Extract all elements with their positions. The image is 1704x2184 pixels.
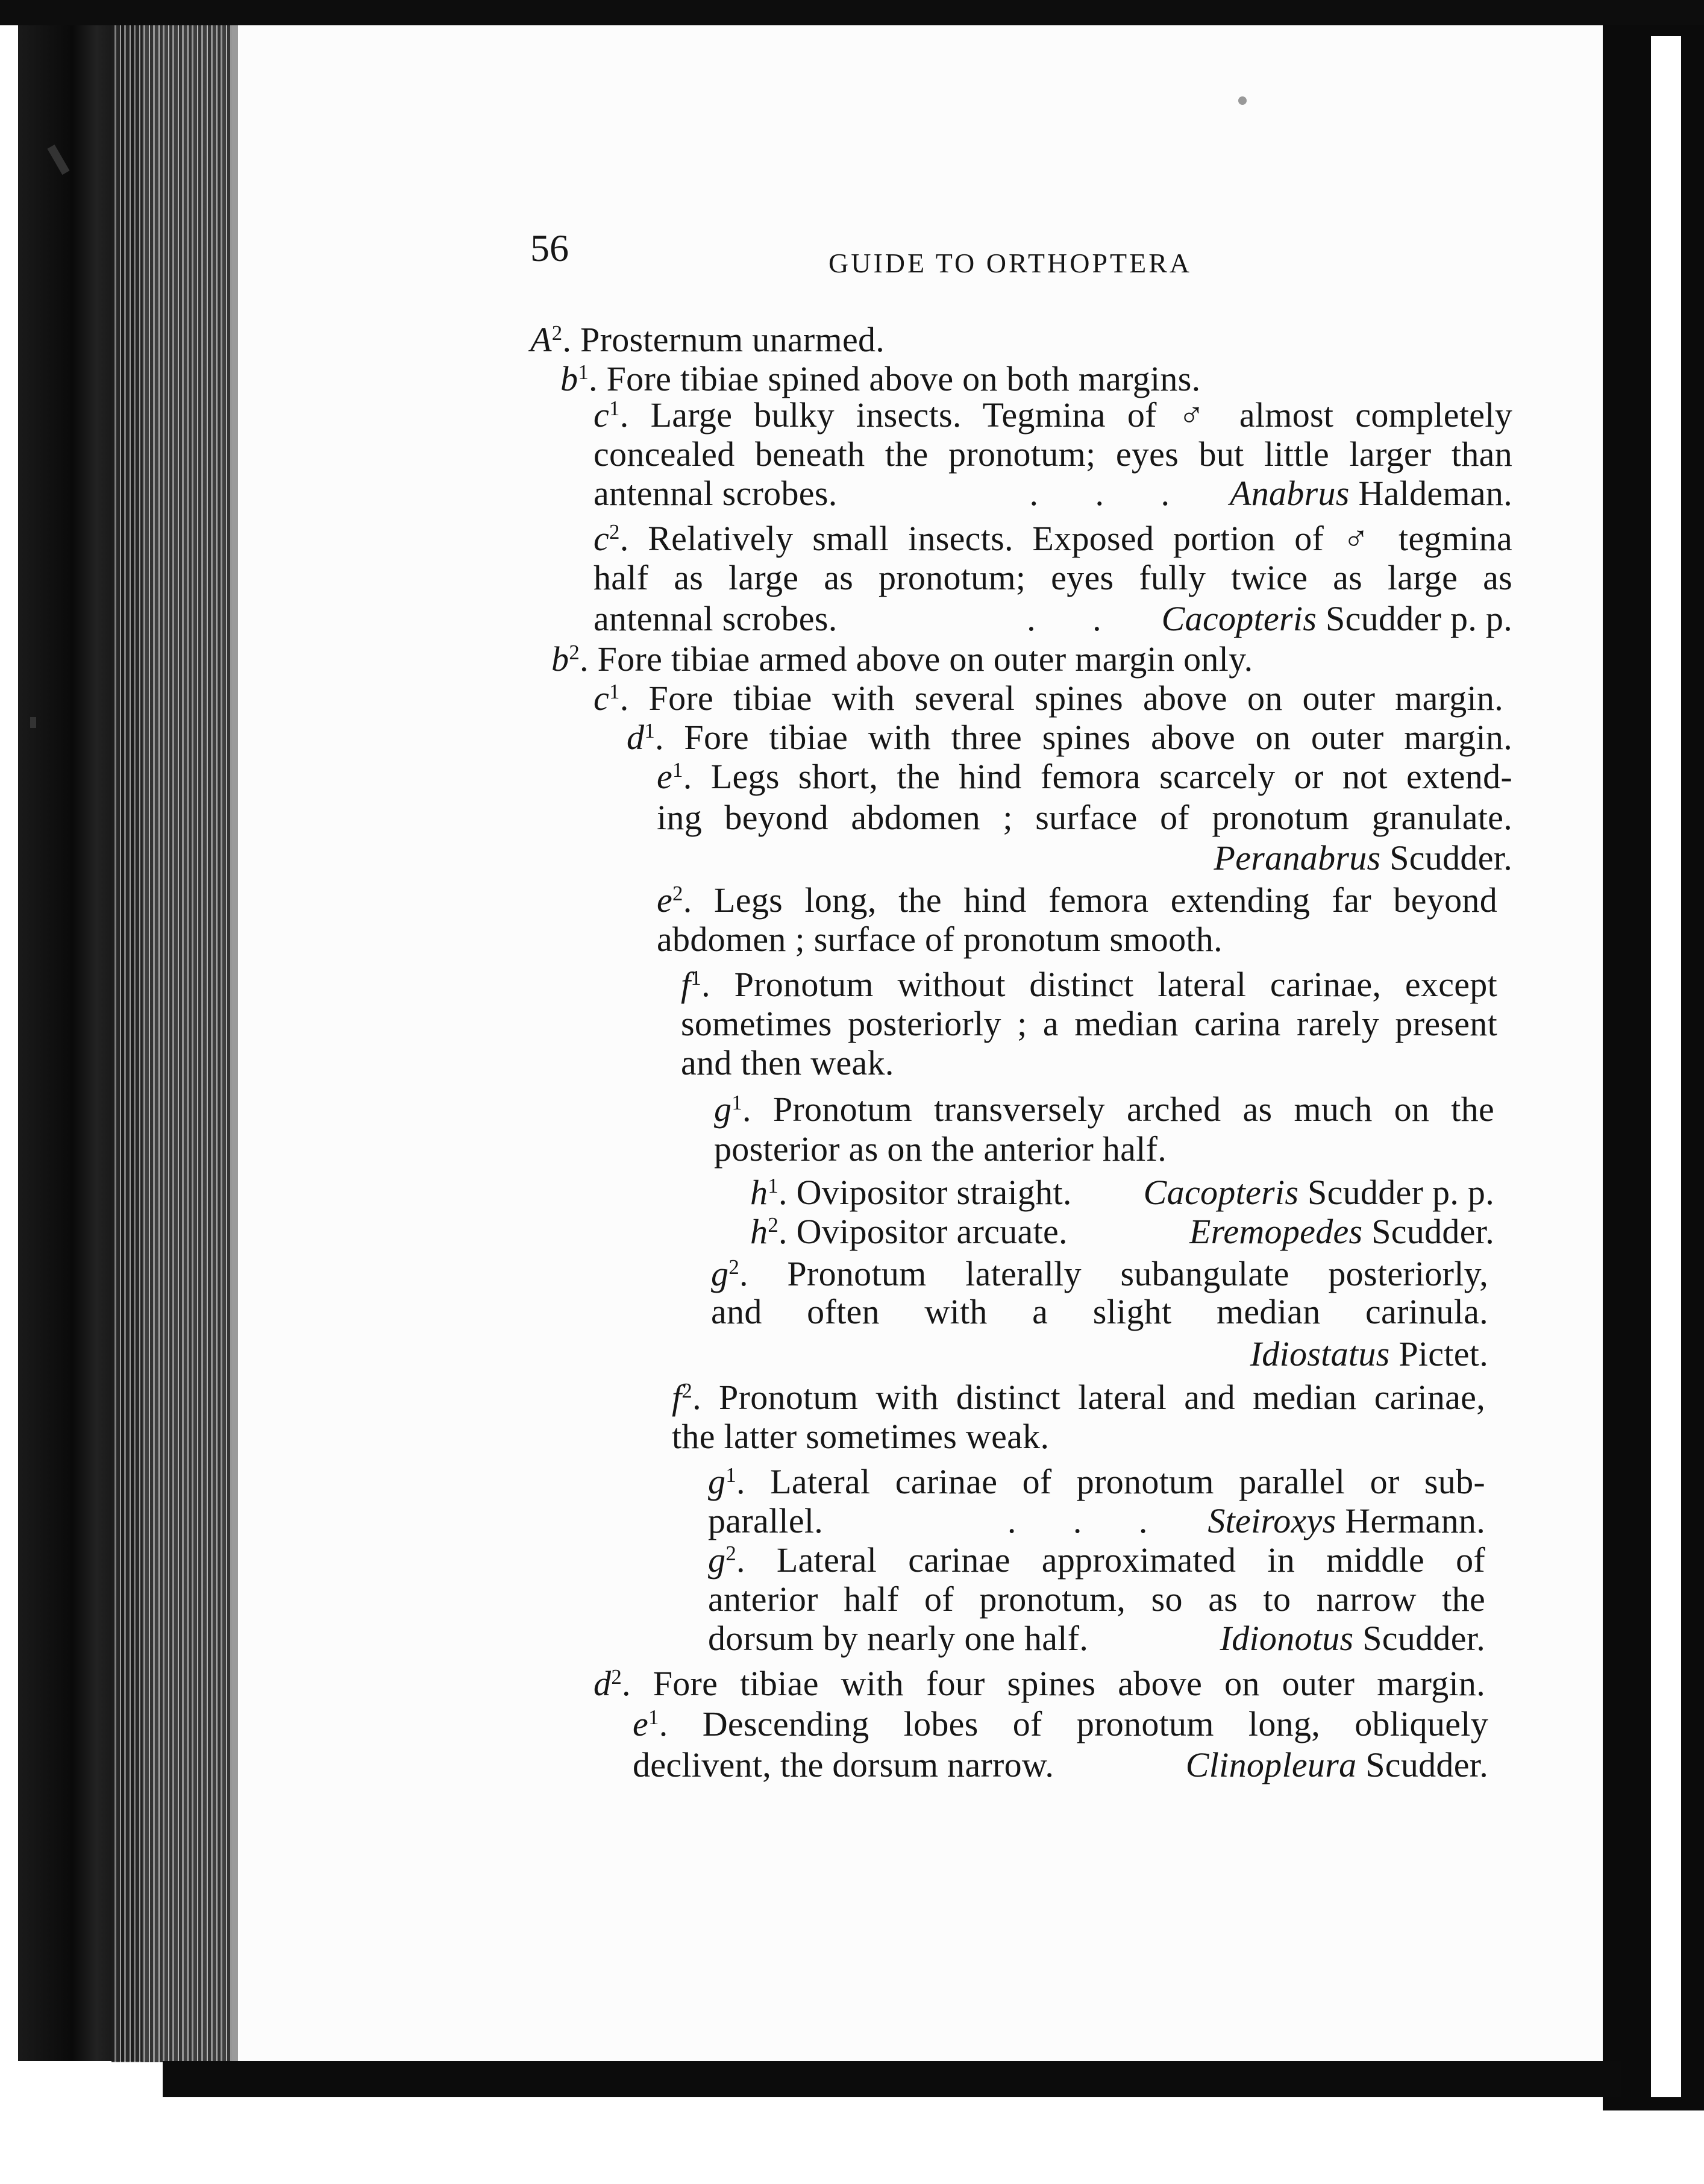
line-main	[711, 1292, 1488, 1331]
text-line	[594, 476, 1512, 511]
key-superscript: 2	[551, 321, 563, 345]
running-title: GUIDE TO ORTHOPTERA	[829, 248, 1192, 278]
line-text: ing beyond abdomen ; surface of pronotum granulate.	[657, 798, 1512, 837]
key-superscript: 1	[609, 679, 620, 703]
author-name: Scudder p. p.	[1326, 599, 1512, 638]
line-main	[708, 1580, 1485, 1619]
key-superscript: 2	[569, 640, 580, 664]
page-number: 56	[530, 227, 569, 269]
key-label: g	[708, 1462, 726, 1501]
text-line	[708, 1621, 1485, 1656]
text-line	[627, 720, 1512, 755]
text-line	[708, 1540, 1485, 1580]
line-main	[714, 1090, 1494, 1129]
key-label: c	[594, 395, 610, 435]
genus-name: Anabrus	[1229, 474, 1350, 513]
bottom-border	[163, 2061, 1621, 2097]
key-label: d	[594, 1664, 612, 1703]
text-line	[708, 1501, 1485, 1540]
line-main	[708, 1621, 1088, 1656]
key-superscript: 1	[648, 1705, 659, 1729]
key-label: e	[657, 757, 673, 796]
key-label: g	[714, 1090, 732, 1129]
text-line	[681, 1006, 1497, 1041]
key-label: e	[657, 880, 673, 920]
genus-name: Steiroxys	[1208, 1501, 1336, 1540]
line-main	[681, 1043, 894, 1082]
line-taxon	[1185, 1745, 1488, 1784]
line-text: declivent, the dorsum narrow.	[633, 1745, 1054, 1784]
line-text: half as large as pronotum; eyes fully twice as large as	[594, 558, 1512, 597]
genus-name: Cacopteris	[1161, 599, 1317, 638]
line-main	[594, 558, 1512, 597]
key-superscript: 2	[725, 1541, 737, 1565]
line-main	[594, 435, 1512, 474]
author-name: Haldeman.	[1358, 474, 1512, 513]
text-line	[681, 1043, 894, 1082]
line-text: . Ovipositor arcuate.	[778, 1212, 1068, 1251]
line-text: . Prosternum unarmed.	[562, 320, 885, 359]
line-text: and then weak.	[681, 1043, 894, 1082]
line-text: . Pronotum laterally subangulate posteriorly,	[739, 1254, 1488, 1293]
line-main	[551, 639, 1253, 679]
text-line	[633, 1704, 1488, 1743]
genus-name: Clinopleura	[1185, 1745, 1357, 1784]
author-name: Scudder.	[1365, 1745, 1488, 1784]
text-line	[681, 967, 1497, 1002]
genus-name: Eremopedes	[1189, 1212, 1363, 1251]
line-main	[750, 1175, 1072, 1210]
genus-name: Idiostatus	[1250, 1334, 1390, 1373]
leader-dots: . . .	[1007, 1501, 1172, 1540]
key-label: g	[708, 1540, 726, 1580]
key-superscript: 1	[731, 1090, 743, 1114]
key-superscript: 1	[644, 718, 656, 742]
genus-name: Peranabrus	[1214, 838, 1381, 877]
line-text: . Relatively small insects. Exposed portion of ♂ tegmina	[619, 519, 1512, 558]
text-line	[657, 838, 1512, 877]
line-main	[708, 1540, 1485, 1580]
line-main	[750, 1214, 1068, 1249]
key-superscript: 2	[728, 1255, 740, 1279]
text-line	[750, 1175, 1494, 1210]
key-superscript: 1	[725, 1463, 737, 1487]
text-line	[594, 437, 1512, 472]
line-main	[708, 1462, 1485, 1501]
text-line	[657, 922, 1223, 957]
text-line	[657, 880, 1497, 920]
page-edges	[111, 25, 232, 2062]
scan-speck	[1238, 96, 1247, 105]
text-line	[708, 1582, 1485, 1617]
line-main	[594, 679, 1503, 718]
line-main	[560, 359, 1200, 398]
line-text: . Descending lobes of pronotum long, obliquely	[659, 1704, 1488, 1743]
text-line	[708, 1464, 1485, 1499]
key-superscript: 1	[672, 758, 683, 782]
line-main	[681, 1004, 1497, 1043]
line-text: . Pronotum with distinct lateral and median carinae,	[692, 1378, 1485, 1417]
line-main	[711, 1254, 1488, 1293]
line-text: the latter sometimes weak.	[672, 1417, 1050, 1456]
text-line	[672, 1419, 1049, 1454]
author-name: Scudder.	[1371, 1212, 1494, 1251]
line-text: abdomen ; surface of pronotum smooth.	[657, 920, 1223, 959]
line-taxon	[1027, 601, 1512, 636]
text-line	[594, 560, 1512, 595]
key-label: f	[681, 965, 691, 1004]
key-label: c	[594, 679, 610, 718]
line-taxon	[1189, 1214, 1494, 1249]
line-taxon	[1144, 1175, 1494, 1210]
key-label: h	[750, 1212, 768, 1251]
text-line	[594, 681, 1503, 716]
line-text: posterior as on the anterior half.	[714, 1129, 1167, 1169]
line-text: . Legs long, the hind femora extending far beyond	[683, 880, 1497, 920]
text-line	[633, 1745, 1488, 1784]
line-text: antennal scrobes.	[594, 474, 838, 513]
line-text: . Fore tibiae with three spines above on outer margin.	[655, 718, 1512, 757]
line-text: . Legs short, the hind femora scarcely or not extend-	[683, 757, 1512, 796]
text-line	[657, 759, 1512, 794]
text-line	[711, 1294, 1488, 1329]
line-taxon	[1007, 1501, 1485, 1540]
line-text: . Large bulky insects. Tegmina of ♂ almost completely	[619, 395, 1512, 435]
line-main	[714, 1129, 1167, 1169]
line-text: . Lateral carinae approximated in middle of	[736, 1540, 1485, 1580]
line-main	[594, 476, 838, 511]
key-superscript: 2	[609, 519, 620, 544]
text-line	[551, 639, 1253, 679]
line-taxon	[1029, 476, 1512, 511]
key-label: e	[633, 1704, 649, 1743]
genus-name: Cacopteris	[1143, 1173, 1299, 1212]
line-main	[708, 1501, 824, 1540]
leader-dots: . . .	[1029, 474, 1194, 513]
line-main	[672, 1378, 1485, 1417]
key-label: b	[551, 639, 569, 679]
line-taxon	[1220, 1621, 1485, 1656]
author-name: Scudder.	[1389, 838, 1512, 877]
key-label: b	[560, 359, 578, 398]
line-text: . Fore tibiae with four spines above on outer margin.	[622, 1664, 1485, 1703]
line-main	[633, 1745, 1054, 1784]
author-name: Scudder p. p.	[1308, 1173, 1494, 1212]
line-text: . Fore tibiae spined above on both margins.	[589, 359, 1201, 398]
line-text: . Fore tibiae armed above on outer margin only.	[580, 639, 1253, 679]
line-text: . Fore tibiae with several spines above on outer margin.	[619, 679, 1503, 718]
line-text: parallel.	[708, 1501, 824, 1540]
key-label: h	[750, 1173, 768, 1212]
line-text: . Pronotum transversely arched as much on the	[742, 1090, 1494, 1129]
text-line	[657, 800, 1512, 835]
genus-name: Idionotus	[1220, 1619, 1354, 1658]
line-text: antennal scrobes.	[594, 599, 838, 638]
text-line	[594, 1666, 1485, 1701]
line-text: anterior half of pronotum, so as to narrow the	[708, 1580, 1485, 1619]
line-main	[594, 395, 1512, 435]
line-taxon	[1250, 1334, 1488, 1373]
key-superscript: 2	[681, 1378, 693, 1402]
key-superscript: 1	[578, 360, 589, 384]
line-main	[594, 601, 838, 636]
leader-dots: . .	[1027, 599, 1126, 638]
line-main	[657, 757, 1512, 796]
line-text: concealed beneath the pronotum; eyes but little larger than	[594, 435, 1512, 474]
text-line	[594, 601, 1512, 636]
scan-speck	[30, 717, 36, 728]
line-text: . Pronotum without distinct lateral carinae, except	[701, 965, 1497, 1004]
top-border	[0, 0, 1704, 25]
key-superscript: 1	[609, 396, 620, 420]
author-name: Pictet.	[1399, 1334, 1488, 1373]
text-line	[560, 359, 1201, 398]
line-text: sometimes posteriorly ; a median carina rarely present	[681, 1004, 1497, 1043]
text-line	[711, 1334, 1488, 1373]
line-main	[672, 1417, 1049, 1456]
key-superscript: 2	[611, 1665, 622, 1689]
line-main	[594, 1664, 1485, 1703]
key-label: f	[672, 1378, 682, 1417]
line-main	[530, 320, 885, 359]
author-name: Scudder.	[1362, 1619, 1485, 1658]
line-main	[657, 880, 1497, 920]
line-main	[594, 519, 1512, 558]
author-name: Hermann.	[1345, 1501, 1485, 1540]
text-line	[711, 1254, 1488, 1293]
line-text: . Lateral carinae of pronotum parallel or sub-	[736, 1462, 1485, 1501]
text-line	[714, 1129, 1167, 1169]
key-label: A	[530, 320, 552, 359]
line-main	[657, 798, 1512, 837]
text-line	[530, 322, 885, 357]
key-superscript: 2	[672, 881, 683, 905]
key-label: c	[594, 519, 610, 558]
text-line	[594, 521, 1512, 556]
text-line	[672, 1380, 1485, 1415]
text-line	[594, 395, 1512, 435]
line-text: dorsum by nearly one half.	[708, 1619, 1089, 1658]
line-main	[657, 920, 1223, 959]
line-text: and often with a slight median carinula.	[711, 1292, 1488, 1331]
right-margin-strip	[1651, 36, 1681, 2097]
key-superscript: 2	[768, 1213, 779, 1237]
text-line	[714, 1092, 1494, 1127]
key-superscript: 1	[691, 965, 702, 990]
key-label: d	[627, 718, 645, 757]
key-label: g	[711, 1254, 729, 1293]
line-main	[627, 718, 1512, 757]
line-taxon	[1214, 838, 1512, 877]
key-superscript: 1	[768, 1173, 779, 1197]
text-line	[750, 1214, 1494, 1249]
line-main	[633, 1704, 1488, 1743]
line-text: . Ovipositor straight.	[778, 1173, 1072, 1212]
line-main	[681, 965, 1497, 1004]
